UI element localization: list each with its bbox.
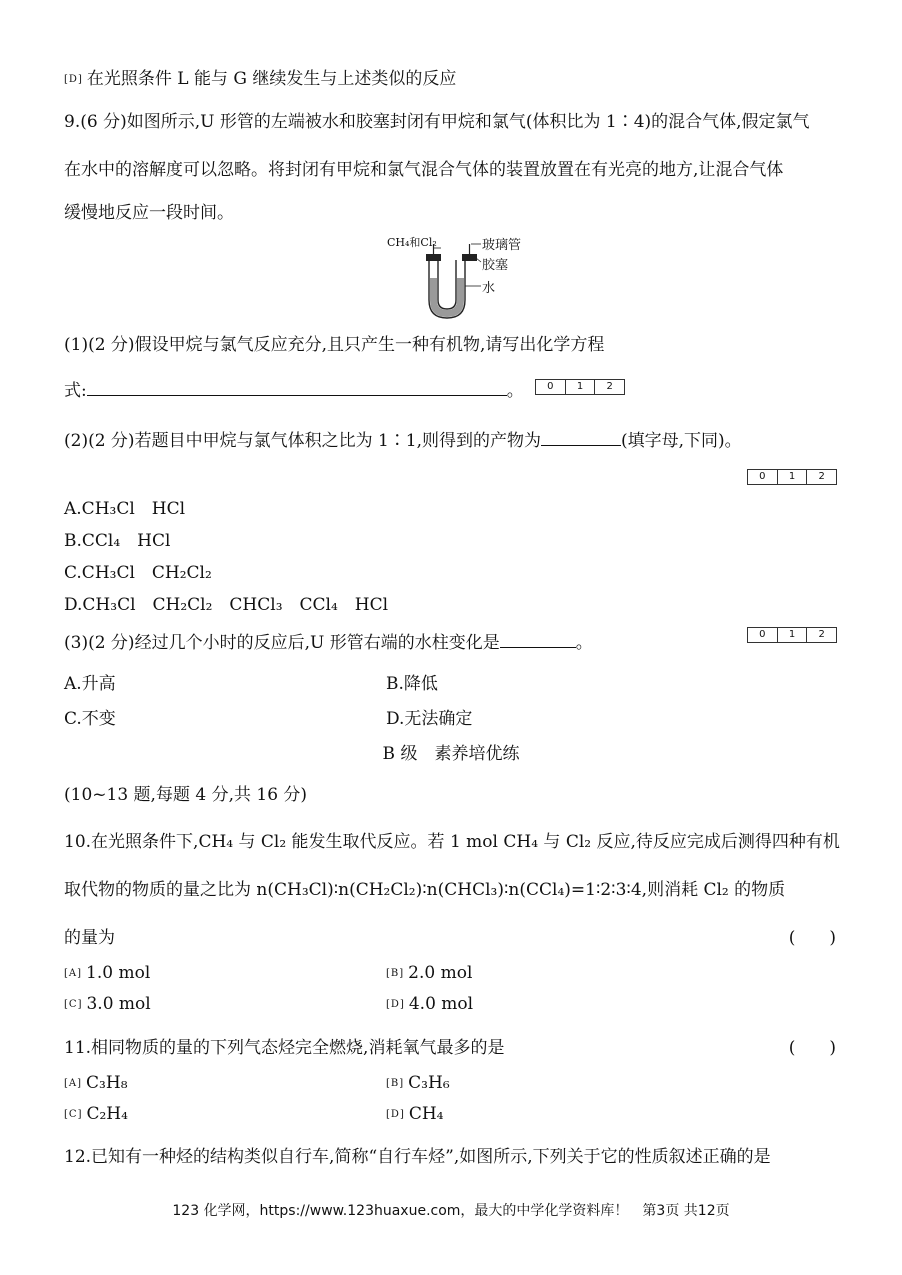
section-title: B 级 素养培优练 [382,744,520,764]
q11-stem: 11.相同物质的量的下列气态烃完全燃烧,消耗氧气最多的是 [64,1038,505,1058]
q9-part2-option-b: B.CCl₄ HCl [64,531,171,551]
q10-line1: 10.在光照条件下,CH₄ 与 Cl₂ 能发生取代反应。若 1 mol CH₄ 与 Cl₂ 反应,待反应完成后测得四种有机 [64,832,840,852]
q9-part2-option-d: D.CH₃Cl CH₂Cl₂ CHCl₃ CCl₄ HCl [64,595,389,615]
q10-answer-paren[interactable]: ( ) [788,928,836,948]
glass-tube-label: 玻璃管 [482,238,522,253]
q9-part3: (3)(2 分)经过几个小时的反应后,U 形管右端的水柱变化是 。 [64,633,593,653]
q11-option-c: [C] C₂H₄ [64,1104,128,1124]
q10-option-d: [D] 4.0 mol [386,994,474,1014]
q9-part2-option-c: C.CH₃Cl CH₂Cl₂ [64,563,212,583]
q8-option-d: [D] 在光照条件 L 能与 G 继续发生与上述类似的反应 [64,69,457,89]
page-footer: 123 化学网，https://www.123huaxue.com，最大的中学化学资料库！ 第3页 共12页 [172,1203,730,1219]
answer-blank-3[interactable] [500,647,576,648]
q10-line2: 取代物的物质的量之比为 n(CH₃Cl)∶n(CH₂Cl₂)∶n(CHCl₃)∶n(CCl₄)=1∶2∶3∶4,则消耗 Cl₂ 的物质 [64,880,786,900]
answer-blank-2[interactable] [541,445,621,446]
q9-part3-option-b: B.降低 [386,674,438,694]
q11-option-d: [D] CH₄ [386,1104,444,1124]
score-box-1: 0 1 2 [535,379,625,395]
q9-stem-line1: 9.(6 分)如图所示,U 形管的左端被水和胶塞封闭有甲烷和氯气(体积比为 1∶4)的混合气体,假定氯气 [64,112,810,132]
water-label: 水 [482,281,496,296]
q9-stem-line3: 缓慢地反应一段时间。 [64,203,234,223]
q9-part2-option-a: A.CH₃Cl HCl [64,499,186,519]
q12-stem: 12.已知有一种烃的结构类似自行车,简称“自行车烃”,如图所示,下列关于它的性质叙述正确的是 [64,1147,771,1167]
q11-answer-paren[interactable]: ( ) [788,1038,836,1058]
q9-part2: (2)(2 分)若题目中甲烷与氯气体积之比为 1∶1,则得到的产物为 (填字母,下同)。 [64,431,742,451]
q10-line3: 的量为 [64,928,115,948]
q9-part3-option-a: A.升高 [64,674,116,694]
q9-stem-line2: 在水中的溶解度可以忽略。将封闭有甲烷和氯气混合气体的装置放置在有光亮的地方,让混合气体 [64,160,784,180]
score-box-2: 0 1 2 [747,469,837,485]
stopper-label: 胶塞 [482,258,509,273]
q11-option-a: [A] C₃H₈ [64,1073,128,1093]
answer-blank-1[interactable] [87,395,507,396]
section-note: (10~13 题,每题 4 分,共 16 分) [64,785,308,805]
q10-option-c: [C] 3.0 mol [64,994,151,1014]
q9-part3-option-d: D.无法确定 [386,709,473,729]
q9-part3-option-c: C.不变 [64,709,116,729]
gas-label: CH₄和Cl₂ [387,236,437,249]
u-tube-figure [385,230,525,322]
q9-part1-answer: 式: 。 [64,381,524,401]
q10-option-a: [A] 1.0 mol [64,963,151,983]
q10-option-b: [B] 2.0 mol [386,963,473,983]
q9-part1-line1: (1)(2 分)假设甲烷与氯气反应充分,且只产生一种有机物,请写出化学方程 [64,335,605,355]
q11-option-b: [B] C₃H₆ [386,1073,450,1093]
score-box-3: 0 1 2 [747,627,837,643]
